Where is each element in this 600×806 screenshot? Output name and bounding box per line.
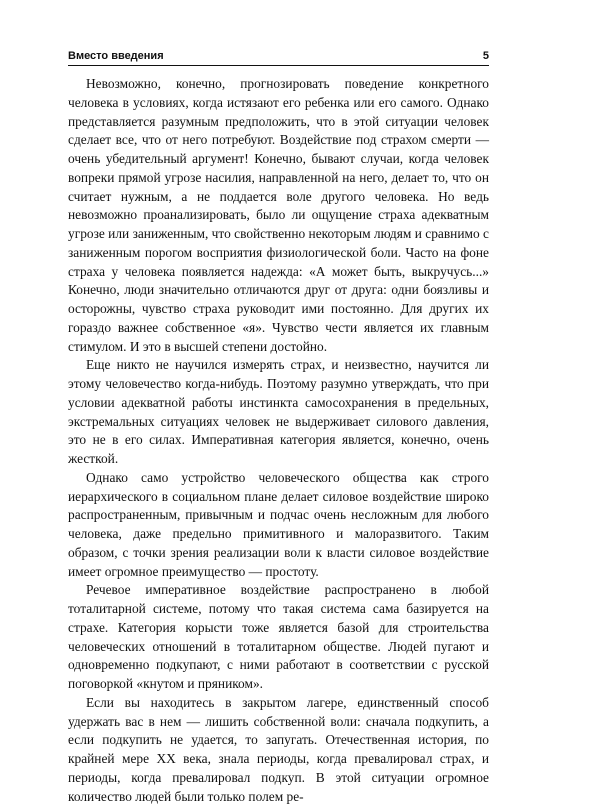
running-title: Вместо введения: [68, 50, 164, 62]
paragraph: Речевое императивное воздействие распространено в любой тоталитарной системе, потому что такая система сама базируется на страхе. Категория корысти тоже является базой для строительства человеческих отношений в тоталитарном обществе. Людей пугают и одновременно подкупают, с ними работают в соответствии с русской поговоркой «кнутом и пряником».: [68, 582, 489, 691]
page-number: 5: [482, 50, 489, 62]
running-header: [68, 50, 489, 66]
paragraph: Невозможно, конечно, прогнозировать поведение конкретного человека в условиях, когда истязают его ребенка или его самого. Однако представляется разумным предположить, что в этой ситуации человек сделает все, что от него потребуют. Воздействие под страхом смерти — очень убедительный аргумент! Конечно, бывают случаи, когда человек вопреки прямой угрозе насилия, направленной на него, делает то, что он считает нужным, а не поддается воле другого человека. Но ведь невозможно проанализировать, было ли ощущение страха адекватным угрозе или заниженным, что свойственно некоторым людям и сравнимо с заниженным порогом восприятия физиологической боли. Часто на фоне страха у человека появляется надежда: «А может быть, выкручусь...» Конечно, люди значительно отличаются друг от друга: одни боязливы и осторожны, чувство страха руководит ими постоянно. Для других их гораздо важнее собственное «я». Чувство чести является их главным стимулом. И это в высшей степени достойно.: [68, 76, 489, 354]
paragraph: Еще никто не научился измерять страх, и неизвестно, научится ли этому человечество когда-нибудь. Поэтому разумно утверждать, что при условии адекватной работы инстинкта самосохранения в предельных, экстремальных ситуациях человек не выдерживает силового давления, это не в его силах. Императивная категория является, конечно, очень жесткой.: [68, 357, 489, 466]
paragraph: Однако само устройство человеческого общества как строго иерархического в социальном плане делает силовое воздействие широко распространенным, привычным и подчас очень несложным для любого человека, даже предельно примитивного и малоразвитого. Таким образом, с точки зрения реализации воли к власти силовое воздействие имеет огромное преимущество — простоту.: [68, 469, 489, 579]
paragraph: Если вы находитесь в закрытом лагере, единственный способ удержать вас в нем — лишить собственной воли: сначала подкупить, а если подкупить не удается, то запугать. Отечественная история, по крайней мере XX века, знала периоды, когда превалировал страх, и периоды, когда превалировал подкуп. В этой ситуации огромное количество людей были только полем ре-: [68, 694, 489, 804]
body-text: [68, 75, 489, 806]
